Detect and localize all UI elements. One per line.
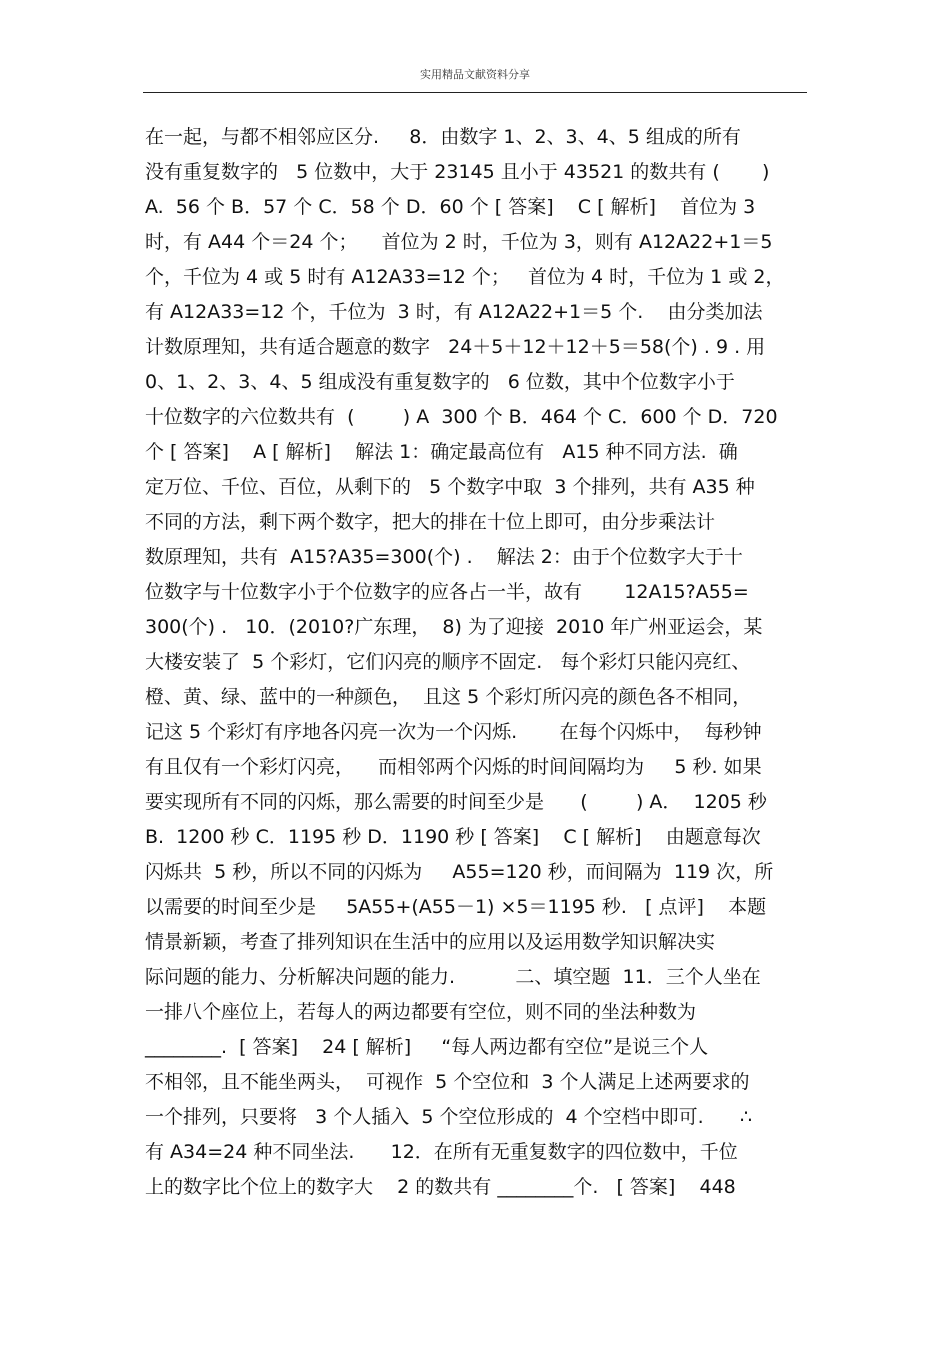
text-line: 要实现所有不同的闪烁，那么需要的时间至少是 ( ) A． 1205 秒 <box>145 791 767 813</box>
text-line: 有 A34=24 种不同坐法. 12．在所有无重复数字的四位数中，千位 <box>145 1141 738 1163</box>
page-header <box>143 64 807 93</box>
text-line: 定万位、千位、百位，从剩下的 5 个数字中取 3 个排列，共有 A35 种 <box>145 476 755 498</box>
text-line: 闪烁共 5 秒，所以不同的闪烁为 A55=120 秒，而间隔为 119 次，所 <box>145 861 774 883</box>
text-line: 记这 5 个彩灯有序地各闪亮一次为一个闪烁. 在每个闪烁中， 每秒钟 <box>145 721 762 743</box>
text-line: 时，有 A44 个＝24 个； 首位为 2 时，千位为 3，则有 A12A22+1＝5 <box>145 231 773 253</box>
text-line: 不同的方法，剩下两个数字，把大的排在十位上即可，由分步乘法计 <box>145 511 716 533</box>
text-line: 有 A12A33=12 个，千位为 3 时，有 A12A22+1＝5 个. 由分类加法 <box>145 301 763 323</box>
text-line: 计数原理知，共有适合题意的数字 24＋5＋12＋12＋5＝58(个) . 9 . 用 <box>145 336 766 358</box>
text-line: B. 1200 秒 C．1195 秒 D．1190 秒 [ 答案] C [ 解析] 由题意每次 <box>145 826 761 848</box>
header-title: 实用精品文献资料分享 <box>420 68 530 81</box>
text-line: 个，千位为 4 或 5 时有 A12A33=12 个； 首位为 4 时，千位为 1 或 2， <box>145 266 785 288</box>
text-line: 十位数字的六位数共有 ( ) A 300 个 B．464 个 C．600 个 D．720 <box>145 406 778 428</box>
document-body <box>145 120 810 1205</box>
text-line: 个 [ 答案] A [ 解析] 解法 1：确定最高位有 A15 种不同方法. 确 <box>145 441 738 463</box>
text-line: ________. [ 答案] 24 [ 解析] “每人两边都有空位”是说三个人 <box>145 1036 709 1058</box>
text-line: 情景新颖，考查了排列知识在生活中的应用以及运用数学知识解决实 <box>145 931 716 953</box>
text-line: 际问题的能力、分析解决问题的能力. 二、填空题 11．三个人坐在 <box>145 966 761 988</box>
text-line: 位数字与十位数字小于个位数字的应各占一半，故有 12A15?A55= <box>145 581 749 603</box>
text-line: 300(个) . 10．(2010?广东理， 8) 为了迎接 2010 年广州亚运会，某 <box>145 616 763 638</box>
text-line: 大楼安装了 5 个彩灯，它们闪亮的顺序不固定. 每个彩灯只能闪亮红、 <box>145 651 751 673</box>
text-line: 一排八个座位上，若每人的两边都要有空位，则不同的坐法种数为 <box>145 1001 697 1023</box>
text-line: 一个排列，只要将 3 个人插入 5 个空位形成的 4 个空档中即可. ∴ <box>145 1106 753 1128</box>
text-line: 数原理知，共有 A15?A35=300(个) . 解法 2：由于个位数字大于十 <box>145 546 743 568</box>
text-line: 在一起，与都不相邻应区分. 8．由数字 1、2、3、4、5 组成的所有 <box>145 126 741 148</box>
text-line: 橙、黄、绿、蓝中的一种颜色， 且这 5 个彩灯所闪亮的颜色各不相同， <box>145 686 752 708</box>
text-line: 以需要的时间至少是 5A55+(A55－1) ×5＝1195 秒. [ 点评] 本题 <box>145 896 767 918</box>
text-line: 没有重复数字的 5 位数中，大于 23145 且小于 43521 的数共有 ( ) <box>145 161 770 183</box>
text-line: 上的数字比个位上的数字大 2 的数共有 ________个. [ 答案] 448 <box>145 1176 736 1198</box>
text-line: 有且仅有一个彩灯闪亮， 而相邻两个闪烁的时间间隔均为 5 秒. 如果 <box>145 756 762 778</box>
text-line: 0、1、2、3、4、5 组成没有重复数字的 6 位数，其中个位数字小于 <box>145 371 735 393</box>
text-line: A. 56 个 B．57 个 C．58 个 D．60 个 [ 答案] C [ 解析] 首位为 3 <box>145 196 756 218</box>
text-line: 不相邻，且不能坐两头， 可视作 5 个空位和 3 个人满足上述两要求的 <box>145 1071 750 1093</box>
